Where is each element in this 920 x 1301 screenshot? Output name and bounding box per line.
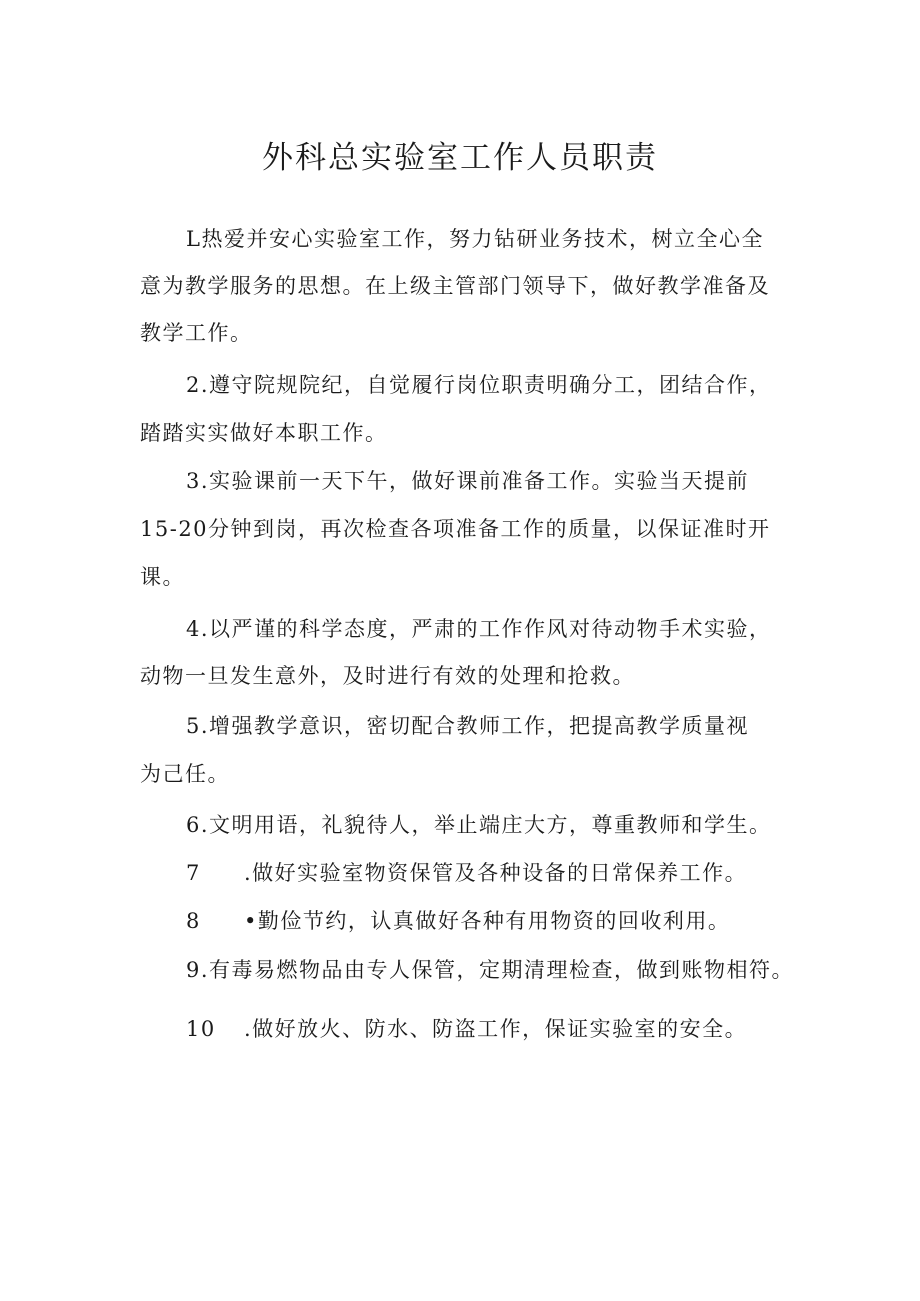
item-text: •勤俭节约，认真做好各种有用物资的回收利用。 (244, 909, 731, 933)
item-number: 7 (186, 861, 201, 885)
paragraph-line: 6.文明用语，礼貌待人，举止端庄大方，尊重教师和学生。 (186, 813, 772, 837)
paragraph-line: 2.遵守院规院纪，自觉履行岗位职责明确分工，团结合作， (186, 373, 772, 397)
paragraph-line: 踏踏实实做好本职工作。 (140, 421, 388, 445)
item-text: .做好放火、防水、防盗工作，保证实验室的安全。 (244, 1017, 748, 1041)
list-item-9: 9.有毒易燃物品由专人保管，定期清理检查，做到账物相符。 (186, 958, 795, 982)
list-item-10 (186, 1014, 747, 1044)
paragraph-line: L热爱并安心实验室工作，努力钻研业务技术，树立全心全 (186, 227, 764, 251)
item-number: 10 (186, 1017, 216, 1041)
item-number: 8 (186, 909, 201, 933)
list-item-7 (186, 858, 747, 888)
paragraph-line: 动物一旦发生意外，及时进行有效的处理和抢救。 (140, 664, 635, 688)
paragraph-line: 教学工作。 (140, 321, 253, 345)
paragraph-line: 意为教学服务的思想。在上级主管部门领导下，做好教学准备及 (140, 274, 770, 298)
item-text: .做好实验室物资保管及各种设备的日常保养工作。 (244, 861, 748, 885)
paragraph-line: 3.实验课前一天下午，做好课前准备工作。实验当天提前 (186, 469, 750, 493)
document-title: 外科总实验室工作人员职责 (262, 140, 658, 176)
paragraph-line: 4.以严谨的科学态度，严肃的工作作风对待动物手术实验， (186, 617, 772, 641)
paragraph-line: 15-20分钟到岗，再次检查各项准备工作的质量，以保证准时开 (140, 517, 771, 541)
paragraph-line: 课。 (140, 565, 185, 589)
paragraph-line: 5.增强教学意识，密切配合教师工作，把提高教学质量视 (186, 714, 750, 738)
list-item-8 (186, 906, 730, 936)
paragraph-line: 为己任。 (140, 762, 230, 786)
